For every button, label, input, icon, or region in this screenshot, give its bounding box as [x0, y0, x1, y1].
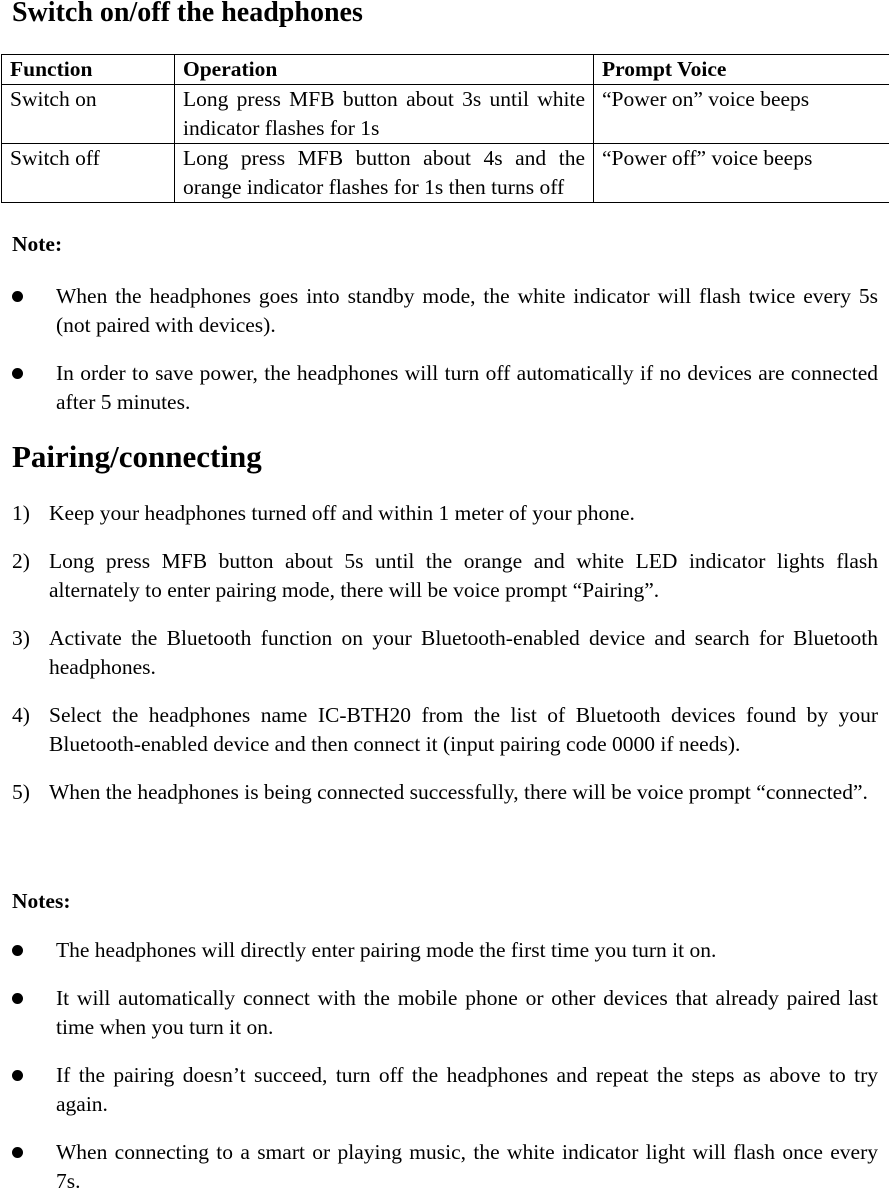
step-text: Activate the Bluetooth function on your Bluetooth-enabled device and search for Bluetooth headphones.	[49, 626, 878, 679]
bullet-icon	[12, 368, 23, 379]
switch-notes-list	[12, 282, 878, 417]
list-item	[12, 936, 878, 965]
note-text: It will automatically connect with the mobile phone or other devices that already paired last time when you turn it on.	[56, 986, 878, 1039]
list-item	[12, 547, 878, 605]
step-text: Select the headphones name IC-BTH20 from the list of Bluetooth devices found by your Bluetooth-enabled device and then connect it (input pairing code 0000 if needs).	[49, 703, 878, 756]
pairing-section-title: Pairing/connecting	[12, 439, 262, 474]
step-number: 2)	[12, 549, 30, 573]
cell-prompt: “Power on” voice beeps	[594, 85, 889, 144]
cell-prompt: “Power off” voice beeps	[594, 144, 889, 203]
cell-operation: Long press MFB button about 4s and the orange indicator flashes for 1s then turns off	[175, 144, 594, 203]
note-text: If the pairing doesn’t succeed, turn off the headphones and repeat the steps as above to try again.	[56, 1063, 878, 1116]
pairing-steps-list	[12, 499, 878, 807]
cell-function: Switch off	[2, 144, 175, 203]
bullet-icon	[12, 1070, 23, 1081]
list-item	[12, 701, 878, 759]
step-number: 3)	[12, 626, 30, 650]
step-text: Long press MFB button about 5s until the orange and white LED indicator lights flash alternately to enter pairing mode, there will be voice prompt “Pairing”.	[49, 549, 878, 602]
step-text: Keep your headphones turned off and within 1 meter of your phone.	[49, 501, 635, 525]
table-row	[2, 85, 889, 144]
step-number: 1)	[12, 501, 30, 525]
list-item	[12, 984, 878, 1042]
notes-label: Notes:	[12, 889, 71, 913]
list-item	[12, 778, 878, 807]
bullet-icon	[12, 291, 23, 302]
bullet-icon	[12, 945, 23, 956]
function-table	[1, 54, 889, 203]
step-number: 4)	[12, 703, 30, 727]
note-label: Note:	[12, 232, 63, 256]
cell-operation: Long press MFB button about 3s until white indicator flashes for 1s	[175, 85, 594, 144]
list-item	[12, 1061, 878, 1119]
header-operation: Operation	[175, 55, 594, 85]
header-function: Function	[2, 55, 175, 85]
switch-section-title: Switch on/off the headphones	[12, 0, 363, 28]
list-item	[12, 282, 878, 340]
header-prompt-voice: Prompt Voice	[594, 55, 889, 85]
note-text: The headphones will directly enter pairing mode the first time you turn it on.	[56, 938, 717, 962]
list-item	[12, 499, 878, 528]
step-text: When the headphones is being connected successfully, there will be voice prompt “connected”.	[49, 780, 868, 804]
table-header-row	[2, 55, 889, 85]
pairing-notes-list	[12, 936, 878, 1196]
list-item	[12, 624, 878, 682]
bullet-icon	[12, 1147, 23, 1158]
table-row	[2, 144, 889, 203]
step-number: 5)	[12, 780, 30, 804]
list-item	[12, 1138, 878, 1196]
bullet-icon	[12, 993, 23, 1004]
cell-function: Switch on	[2, 85, 175, 144]
list-item	[12, 359, 878, 417]
note-text: When connecting to a smart or playing music, the white indicator light will flash once every 7s.	[56, 1140, 878, 1193]
note-text: When the headphones goes into standby mode, the white indicator will flash twice every 5s (not paired with devices).	[56, 284, 878, 337]
note-text: In order to save power, the headphones will turn off automatically if no devices are connected after 5 minutes.	[56, 361, 878, 414]
